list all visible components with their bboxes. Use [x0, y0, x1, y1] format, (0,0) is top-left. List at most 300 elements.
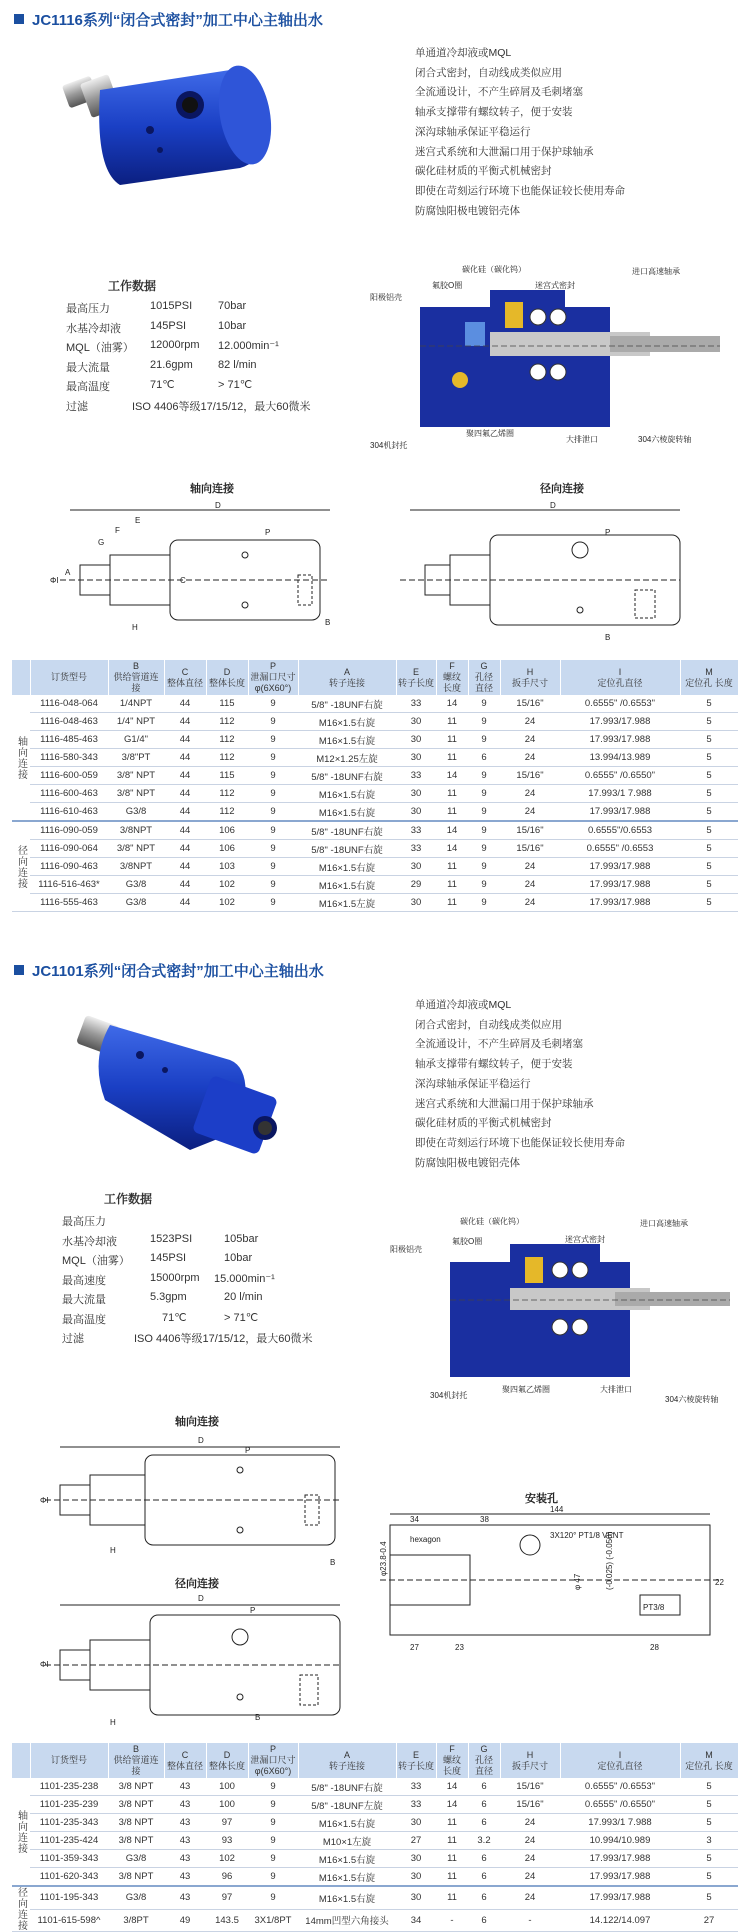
table-cell: 5 [680, 803, 738, 822]
table-cell: 143.5 [206, 1909, 248, 1931]
table-cell: 10.994/10.989 [560, 1832, 680, 1850]
table-cell: 6 [468, 1778, 500, 1796]
spec-table-jc1116 [12, 660, 739, 912]
table-cell: 1116-555-463 [30, 894, 108, 912]
table-cell: 11 [436, 713, 468, 731]
table-cell: 5/8" -18UNF右旋 [298, 767, 396, 785]
table-cell: 1101-620-343 [30, 1868, 108, 1887]
table-row [12, 1909, 738, 1931]
table-cell: 14 [436, 1796, 468, 1814]
table-row [12, 1778, 738, 1796]
group-label: 径向连接 [12, 1886, 30, 1932]
table-cell: 44 [164, 785, 206, 803]
table-cell: G3/8 [108, 876, 164, 894]
svg-text:34: 34 [410, 1515, 419, 1524]
table-cell: M16×1.5左旋 [298, 894, 396, 912]
table-cell: 9 [248, 1868, 298, 1887]
table-cell: 44 [164, 695, 206, 713]
table-row [12, 876, 738, 894]
table-cell: 44 [164, 876, 206, 894]
table-cell: 5 [680, 749, 738, 767]
svg-text:27: 27 [410, 1643, 419, 1652]
table-cell: 9 [248, 767, 298, 785]
table-cell: 9 [468, 803, 500, 822]
table-cell: 3 [680, 1832, 738, 1850]
table-cell: 24 [500, 731, 560, 749]
table-row [12, 713, 738, 731]
svg-text:φ 47: φ 47 [573, 1573, 582, 1590]
table-cell: 5 [680, 785, 738, 803]
table-cell: 100 [206, 1778, 248, 1796]
table-cell: 3/8" NPT [108, 840, 164, 858]
table-cell: 1116-600-059 [30, 767, 108, 785]
table-cell: 102 [206, 1850, 248, 1868]
table-cell: 11 [436, 749, 468, 767]
table-cell: 5 [680, 731, 738, 749]
table-cell: 17.993/17.988 [560, 803, 680, 822]
column-header: E 转子长度 [396, 1743, 436, 1778]
table-cell: 17.993/17.988 [560, 1868, 680, 1887]
table-cell: 44 [164, 767, 206, 785]
table-cell: 3/8PT [108, 1909, 164, 1931]
svg-text:聚四氟乙烯圈: 聚四氟乙烯圈 [466, 429, 514, 438]
table-cell: 3/8 NPT [108, 1778, 164, 1796]
table-cell: 11 [436, 1886, 468, 1909]
column-header: A 转子连接 [298, 660, 396, 695]
table-cell: 9 [468, 785, 500, 803]
table-cell: 1116-090-064 [30, 840, 108, 858]
svg-text:大排泄口: 大排泄口 [566, 435, 598, 444]
svg-text:径向连接: 径向连接 [175, 1578, 219, 1590]
radial-drawing [45, 1605, 340, 1715]
table-cell: 27 [680, 1909, 738, 1931]
table-cell: 30 [396, 894, 436, 912]
table-row [12, 785, 738, 803]
table-cell: 112 [206, 731, 248, 749]
table-cell: 0.6555" /0.6553" [560, 695, 680, 713]
table-cell: M16×1.5右旋 [298, 1814, 396, 1832]
table-cell: M16×1.5右旋 [298, 803, 396, 822]
table-cell: 43 [164, 1832, 206, 1850]
table-cell: 44 [164, 713, 206, 731]
table-cell: 1116-090-463 [30, 858, 108, 876]
svg-text:28: 28 [650, 1643, 659, 1652]
table-cell: 17.993/17.988 [560, 731, 680, 749]
table-cell: 3.2 [468, 1832, 500, 1850]
table-cell: 9 [248, 876, 298, 894]
spec-table-jc1101 [12, 1743, 739, 1932]
table-cell: 3/8" NPT [108, 767, 164, 785]
table-cell: 5 [680, 1796, 738, 1814]
table-row [12, 840, 738, 858]
table-cell: 33 [396, 1778, 436, 1796]
radial-drawing [400, 510, 680, 625]
table-cell: 43 [164, 1796, 206, 1814]
table-cell: 15/16" [500, 1796, 560, 1814]
table-cell: 9 [248, 713, 298, 731]
table-cell: 0.6555"/0.6553 [560, 821, 680, 840]
feature-list: 单通道冷却液或MQL 闭合式密封，自动线成类似应用 全流通设计，不产生碎屑及毛刺堵塞 轴承支撑带有螺纹转子，便于安装 深沟球轴承保证平稳运行 迷宫式系统和大泄漏口用于保护球轴承 碳化硅材质的平衡式机械密封 即使在苛刻运行环境下也能保证较长使用寿命 防腐蚀阳极电镀铝壳体 [415, 999, 625, 1169]
table-cell: 5/8" -18UNF右旋 [298, 821, 396, 840]
table-cell: 102 [206, 894, 248, 912]
table-cell: 5 [680, 1868, 738, 1887]
table-cell: 24 [500, 1868, 560, 1887]
table-cell: 24 [500, 894, 560, 912]
svg-text:P: P [605, 528, 611, 537]
column-header: I 定位孔直径 [560, 1743, 680, 1778]
table-cell: 14 [436, 840, 468, 858]
table-cell: 1/4NPT [108, 695, 164, 713]
table-cell: 11 [436, 731, 468, 749]
work-data: 工作数据 最高压力 水基冷却液 1523PSI 105bar MQL（油雾） 145PSI 10bar 最高速度 15000rpm 15.000min⁻¹ 最大流量 5.3gpm 20 l/min 最高温度 71℃ > 71℃ 过滤 ISO 4406等级17/15/12，最大60微米 [62, 1192, 313, 1345]
table-cell: 44 [164, 840, 206, 858]
table-cell: 115 [206, 695, 248, 713]
table-cell: 6 [468, 1868, 500, 1887]
table-row [12, 767, 738, 785]
column-header: F 螺纹 长度 [436, 1743, 468, 1778]
table-row [12, 1868, 738, 1887]
column-header: P 泄漏口尺寸 φ(6X60°) [248, 660, 298, 695]
group-label: 径向连接 [12, 821, 30, 912]
table-cell: 9 [248, 1814, 298, 1832]
svg-text:304六棱旋转轴: 304六棱旋转轴 [665, 1395, 719, 1404]
table-cell: G3/8 [108, 894, 164, 912]
table-cell: 100 [206, 1796, 248, 1814]
table-cell: 5/8" -18UNF左旋 [298, 1796, 396, 1814]
table-cell: G3/8 [108, 1850, 164, 1868]
table-cell: 5 [680, 1778, 738, 1796]
table-row [12, 803, 738, 822]
table-cell: 5 [680, 840, 738, 858]
table-cell: 11 [436, 858, 468, 876]
table-cell: 9 [248, 1778, 298, 1796]
table-cell: 24 [500, 713, 560, 731]
table-cell: 24 [500, 785, 560, 803]
table-header-row [12, 1743, 738, 1778]
table-cell: 15/16" [500, 840, 560, 858]
table-cell: 0.6555" /0.6550" [560, 767, 680, 785]
product-photo [80, 1000, 310, 1160]
table-cell: 17.993/1 7.988 [560, 785, 680, 803]
table-cell: 3/8"PT [108, 749, 164, 767]
table-cell: 33 [396, 821, 436, 840]
product-photo [60, 50, 300, 190]
dimension-drawings [40, 1415, 380, 1755]
table-cell: M12×1.25左旋 [298, 749, 396, 767]
table-cell: 11 [436, 1850, 468, 1868]
table-row [12, 731, 738, 749]
table-cell: 112 [206, 713, 248, 731]
table-cell: 5 [680, 695, 738, 713]
dimension-drawings [40, 480, 730, 650]
svg-text:进口高速轴承: 进口高速轴承 [640, 1219, 688, 1228]
table-cell: 102 [206, 876, 248, 894]
table-cell: 44 [164, 858, 206, 876]
column-header: I 定位孔直径 [560, 660, 680, 695]
table-cell: 9 [248, 785, 298, 803]
table-cell: 5 [680, 876, 738, 894]
table-cell: 9 [468, 767, 500, 785]
table-cell: 9 [248, 821, 298, 840]
table-cell: 17.993/17.988 [560, 894, 680, 912]
table-cell: 106 [206, 821, 248, 840]
table-cell: 24 [500, 749, 560, 767]
section-jc1101 [0, 960, 750, 1931]
table-cell: 96 [206, 1868, 248, 1887]
table-cell: 17.993/17.988 [560, 713, 680, 731]
table-cell: 29 [396, 876, 436, 894]
table-cell: 30 [396, 1850, 436, 1868]
column-header: D 整体长度 [206, 1743, 248, 1778]
table-cell: 9 [248, 1832, 298, 1850]
table-cell: 5 [680, 821, 738, 840]
table-cell: 43 [164, 1868, 206, 1887]
table-cell: 103 [206, 858, 248, 876]
table-cell: 33 [396, 767, 436, 785]
svg-text:安装孔: 安装孔 [525, 1493, 558, 1505]
table-cell: 5 [680, 1850, 738, 1868]
column-header: 订货型号 [30, 660, 108, 695]
table-cell: 43 [164, 1850, 206, 1868]
table-cell: 6 [468, 1909, 500, 1931]
svg-text:304机封托: 304机封托 [370, 441, 408, 450]
table-cell: 49 [164, 1909, 206, 1931]
table-cell: 0.6555" /0.6553 [560, 840, 680, 858]
table-cell: 15/16" [500, 767, 560, 785]
column-header: E 转子长度 [396, 660, 436, 695]
table-cell: 1116-610-463 [30, 803, 108, 822]
axial-drawing [45, 1447, 340, 1545]
table-cell: 9 [468, 731, 500, 749]
svg-text:氟胶O圈: 氟胶O圈 [452, 1237, 483, 1246]
column-header: 订货型号 [30, 1743, 108, 1778]
table-cell: M10×1左旋 [298, 1832, 396, 1850]
table-cell: 0.6555" /0.6550" [560, 1796, 680, 1814]
column-header: F 螺纹 长度 [436, 660, 468, 695]
table-cell: 14 [436, 695, 468, 713]
svg-text:H: H [110, 1546, 116, 1555]
table-cell: 27 [396, 1832, 436, 1850]
table-cell: M16×1.5右旋 [298, 858, 396, 876]
title-bullet [14, 14, 24, 24]
table-cell: 9 [468, 876, 500, 894]
column-header: H 扳手尺寸 [500, 660, 560, 695]
table-row [12, 1850, 738, 1868]
svg-text:径向连接: 径向连接 [540, 483, 584, 495]
table-cell: M16×1.5右旋 [298, 876, 396, 894]
table-cell: M16×1.5右旋 [298, 1850, 396, 1868]
table-row [12, 894, 738, 912]
table-cell: 30 [396, 1814, 436, 1832]
section-title: JC1101系列“闭合式密封”加工中心主轴出水 [14, 960, 324, 980]
table-cell: 9 [468, 695, 500, 713]
table-row [12, 749, 738, 767]
table-cell: 9 [248, 803, 298, 822]
table-row [12, 821, 738, 840]
table-row [12, 695, 738, 713]
table-cell: M16×1.5右旋 [298, 1868, 396, 1887]
table-cell: 15/16" [500, 821, 560, 840]
table-cell: 5 [680, 767, 738, 785]
table-cell: 30 [396, 858, 436, 876]
table-cell: 1116-580-343 [30, 749, 108, 767]
svg-text:(-0.025) (-0.050): (-0.025) (-0.050) [605, 1531, 614, 1590]
table-cell: 24 [500, 1832, 560, 1850]
table-cell: 17.993/17.988 [560, 1850, 680, 1868]
table-cell: 24 [500, 1850, 560, 1868]
table-cell: M16×1.5右旋 [298, 1886, 396, 1909]
table-cell: G3/8 [108, 803, 164, 822]
table-cell: 24 [500, 876, 560, 894]
table-cell: 30 [396, 1886, 436, 1909]
table-cell: G3/8 [108, 1886, 164, 1909]
svg-text:B: B [255, 1713, 261, 1722]
table-cell: 1116-485-463 [30, 731, 108, 749]
section-jc1116 [0, 0, 750, 960]
table-cell: 3/8" NPT [108, 785, 164, 803]
table-cell: 33 [396, 1796, 436, 1814]
table-cell: 30 [396, 749, 436, 767]
svg-text:氟胶O圈: 氟胶O圈 [432, 281, 463, 290]
column-header: H 扳手尺寸 [500, 1743, 560, 1778]
table-cell: 6 [468, 1796, 500, 1814]
table-cell: 9 [248, 858, 298, 876]
column-header: G 孔径 直径 [468, 660, 500, 695]
table-cell: 1101-235-239 [30, 1796, 108, 1814]
table-cell: 44 [164, 803, 206, 822]
table-cell: 33 [396, 695, 436, 713]
table-cell: 33 [396, 840, 436, 858]
table-cell: 24 [500, 803, 560, 822]
svg-text:PT3/8: PT3/8 [643, 1603, 665, 1612]
table-cell: 11 [436, 1832, 468, 1850]
table-cell: 9 [468, 821, 500, 840]
column-header: B 供给管道连接 [108, 660, 164, 695]
table-cell: 5 [680, 713, 738, 731]
table-row [12, 1886, 738, 1909]
table-cell: 6 [468, 1814, 500, 1832]
svg-text:3X120° PT1/8 VENT: 3X120° PT1/8 VENT [550, 1531, 624, 1540]
table-cell: 24 [500, 1814, 560, 1832]
svg-text:304六棱旋转轴: 304六棱旋转轴 [638, 435, 692, 444]
table-cell: 5/8" -18UNF右旋 [298, 1778, 396, 1796]
table-cell: 17.993/1 7.988 [560, 1814, 680, 1832]
table-row [12, 1814, 738, 1832]
table-cell: 13.994/13.989 [560, 749, 680, 767]
svg-text:B: B [605, 633, 611, 642]
column-header: A 转子连接 [298, 1743, 396, 1778]
table-cell: 9 [468, 894, 500, 912]
svg-text:ΦI: ΦI [40, 1496, 49, 1505]
svg-text:144: 144 [550, 1505, 564, 1514]
table-cell: 11 [436, 894, 468, 912]
table-cell: 14.122/14.097 [560, 1909, 680, 1931]
table-cell: 14mm凹型六角接头 [298, 1909, 396, 1931]
table-cell: 1/4" NPT [108, 713, 164, 731]
table-cell: 5 [680, 894, 738, 912]
svg-text:C: C [180, 576, 186, 585]
table-cell: G1/4" [108, 731, 164, 749]
table-cell: 9 [248, 1796, 298, 1814]
svg-text:D: D [198, 1436, 204, 1445]
table-cell: 17.993/17.988 [560, 876, 680, 894]
table-cell: 43 [164, 1886, 206, 1909]
install-hole-drawing [380, 1490, 730, 1660]
table-header-row [12, 660, 738, 695]
svg-text:迷宫式密封: 迷宫式密封 [535, 281, 575, 290]
column-header: G 孔径 直径 [468, 1743, 500, 1778]
svg-text:H: H [110, 1718, 116, 1727]
table-cell: 17.993/17.988 [560, 1886, 680, 1909]
table-cell: 44 [164, 821, 206, 840]
svg-text:304机封托: 304机封托 [430, 1391, 468, 1400]
table-cell: 43 [164, 1814, 206, 1832]
table-cell: 44 [164, 894, 206, 912]
svg-text:大排泄口: 大排泄口 [600, 1385, 632, 1394]
table-cell: 97 [206, 1886, 248, 1909]
table-cell: M16×1.5右旋 [298, 713, 396, 731]
svg-text:D: D [215, 501, 221, 510]
axial-drawing [60, 510, 330, 620]
table-cell: 93 [206, 1832, 248, 1850]
table-cell: 6 [468, 1850, 500, 1868]
table-cell: 15/16" [500, 1778, 560, 1796]
table-cell: 1101-235-424 [30, 1832, 108, 1850]
table-cell: 11 [436, 785, 468, 803]
table-cell: 9 [248, 695, 298, 713]
svg-text:38: 38 [480, 1515, 489, 1524]
table-cell: 1101-195-343 [30, 1886, 108, 1909]
svg-text:P: P [265, 528, 271, 537]
table-cell: 30 [396, 803, 436, 822]
svg-text:D: D [198, 1594, 204, 1603]
svg-text:ΦI: ΦI [50, 576, 59, 585]
group-header-cell [12, 1743, 30, 1778]
table-cell: 14 [436, 767, 468, 785]
table-cell: 112 [206, 749, 248, 767]
column-header: M 定位孔 长度 [680, 1743, 738, 1778]
table-cell: 1101-359-343 [30, 1850, 108, 1868]
table-cell: 112 [206, 785, 248, 803]
table-cell: 24 [500, 858, 560, 876]
table-cell: M16×1.5右旋 [298, 731, 396, 749]
svg-text:ΦI: ΦI [40, 1660, 49, 1669]
svg-text:轴向连接: 轴向连接 [175, 1416, 219, 1428]
table-row [12, 858, 738, 876]
table-cell: 112 [206, 803, 248, 822]
table-cell: 3/8 NPT [108, 1868, 164, 1887]
table-cell: 11 [436, 876, 468, 894]
table-cell: 9 [248, 731, 298, 749]
table-cell: 1101-235-343 [30, 1814, 108, 1832]
svg-text:23: 23 [455, 1643, 464, 1652]
work-data: 工作数据 最高压力 1015PSI 70bar 水基冷却液 145PSI 10bar MQL（油雾） 12000rpm 12.000min⁻¹ 最大流量 21.6gpm 82 l/min 最高温度 71℃ > 71℃ 过滤 ISO 4406等级17/15/12，最大60微米 [66, 279, 311, 413]
table-cell: 3/8NPT [108, 858, 164, 876]
table-cell: 9 [248, 840, 298, 858]
svg-text:进口高速轴承: 进口高速轴承 [632, 267, 680, 276]
table-cell: 6 [468, 1886, 500, 1909]
table-cell: 1116-516-463* [30, 876, 108, 894]
table-row [12, 1832, 738, 1850]
table-cell: 9 [248, 1886, 298, 1909]
column-header: M 定位孔 长度 [680, 660, 738, 695]
svg-text:H: H [132, 623, 138, 632]
table-cell: 3/8 NPT [108, 1796, 164, 1814]
table-cell: 9 [248, 749, 298, 767]
table-cell: 1116-600-463 [30, 785, 108, 803]
table-cell: 17.993/17.988 [560, 858, 680, 876]
cross-section-diagram [370, 262, 730, 452]
